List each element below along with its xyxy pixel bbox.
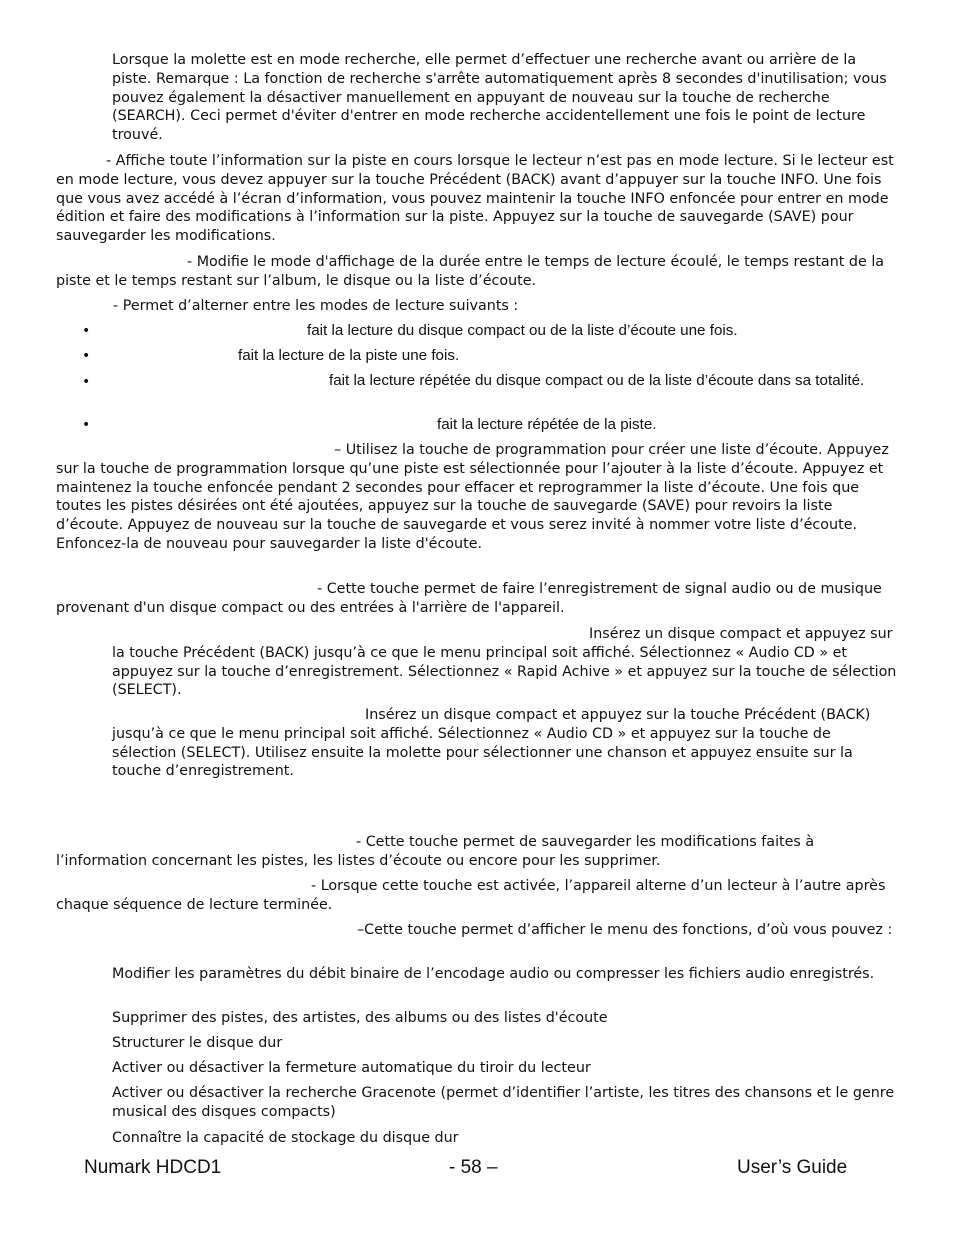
menu-item: Connaître la capacité de stockage du disque dur: [112, 1130, 459, 1146]
play-mode-item: fait la lecture de la piste une fois.: [238, 347, 460, 364]
menu-item: Supprimer des pistes, des artistes, des albums ou des listes d'écoute: [112, 1010, 608, 1026]
search-paragraph: Lorsque la molette est en mode recherche, elle permet d’effectuer une recherche avant ou arrière de la piste. Remarque : La fonction de recherche s'arrête automatiquement après 8 secondes d'inutilisation; vous pouvez également la désactiver manuellement en appuyant de nouveau sur la touche de recherche (SEARCH). Ceci permet d'éviter d'entrer en mode recherche accidentellement une fois le point de lecture trouvé.: [112, 52, 887, 144]
bullet-marker: •: [82, 348, 91, 364]
bullet-marker: •: [82, 323, 91, 339]
footer-page-number: - 58 –: [449, 1157, 498, 1178]
play-mode-item: fait la lecture répétée du disque compact ou de la liste d’écoute dans sa totalité.: [329, 372, 865, 389]
info-paragraph: - Affiche toute l’information sur la piste en cours lorsque le lecteur n’est pas en mode lecture. Si le lecteur est en mode lecture, vous devez appuyer sur la touche Précédent (BACK) avant d’appuyer sur la touche INFO. Une fois que vous avez accédé à l’écran d’information, vous pouvez maintenir la touche INFO enfoncée pour entrer en mode édition et faire des modifications à l’information sur la piste. Appuyez sur la touche de sauvegarde (SAVE) pour sauvegarder les modifications.: [56, 153, 894, 245]
relay-paragraph: - Lorsque cette touche est activée, l’appareil alterne d’un lecteur à l’autre après chaque séquence de lecture terminée.: [56, 878, 886, 913]
menu-item: Structurer le disque dur: [112, 1035, 283, 1051]
menu-item: Activer ou désactiver la fermeture automatique du tiroir du lecteur: [112, 1060, 591, 1076]
menu-item: Modifier les paramètres du débit binaire de l’encodage audio ou compresser les fichiers audio enregistrés.: [112, 966, 875, 982]
bullet-marker: •: [82, 374, 91, 390]
play-mode-item: fait la lecture répétée de la piste.: [437, 416, 657, 433]
menu-paragraph: –Cette touche permet d’afficher le menu des fonctions, d’où vous pouvez :: [357, 922, 893, 938]
footer-guide-title: User’s Guide: [737, 1157, 848, 1178]
menu-item: Activer ou désactiver la recherche Gracenote (permet d’identifier l’artiste, les titres des chansons et le genre musical des disques compacts): [112, 1085, 895, 1120]
save-paragraph: - Cette touche permet de sauvegarder les modifications faites à l’information concernant les pistes, les listes d’écoute ou encore pour les supprimer.: [56, 834, 815, 869]
rapid-archive-paragraph: Insérez un disque compact et appuyez sur la touche Précédent (BACK) jusqu’à ce que le menu principal soit affiché. Sélectionnez « Audio CD » et appuyez sur la touche d’enregistrement. Sélectionnez « Rapid Achive » et appuyez sur la touche de sélection (SELECT).: [112, 626, 897, 699]
mode-paragraph: - Permet d’alterner entre les modes de lecture suivants :: [113, 298, 519, 314]
program-paragraph: – Utilisez la touche de programmation pour créer une liste d’écoute. Appuyez sur la touche de programmation lorsque qu’une piste est sélectionnée pour l’ajouter à la liste d’écoute. Appuyez et maintenez la touche enfoncée pendant 2 secondes pour effacer et reprogrammer la liste d’écoute. Une fois que toutes les pistes désirées ont été ajoutées, appuyez sur la touche de sauvegarde (SAVE) pour revoirs la liste d’écoute. Appuyez de nouveau sur la touche de sauvegarde et vous serez invité à nommer votre liste d’écoute. Enfoncez-la de nouveau pour sauvegarder la liste d'écoute.: [56, 442, 889, 552]
footer-product-name: Numark HDCD1: [84, 1157, 222, 1178]
single-track-paragraph: Insérez un disque compact et appuyez sur la touche Précédent (BACK) jusqu’à ce que le menu principal soit affiché. Sélectionnez « Audio CD » et appuyez sur la touche de sélection (SELECT). Utilisez ensuite la molette pour sélectionner une chanson et appuyez ensuite sur la touche d’enregistrement.: [112, 707, 871, 780]
record-paragraph: - Cette touche permet de faire l’enregistrement de signal audio ou de musique provenant d'un disque compact ou des entrées à l'arrière de l'appareil.: [56, 581, 882, 616]
time-paragraph: - Modifie le mode d'affichage de la durée entre le temps de lecture écoulé, le temps restant de la piste et le temps restant sur l’album, le disque ou la liste d’écoute.: [56, 254, 885, 289]
play-mode-item: fait la lecture du disque compact ou de la liste d’écoute une fois.: [307, 322, 738, 339]
bullet-marker: •: [82, 417, 91, 433]
